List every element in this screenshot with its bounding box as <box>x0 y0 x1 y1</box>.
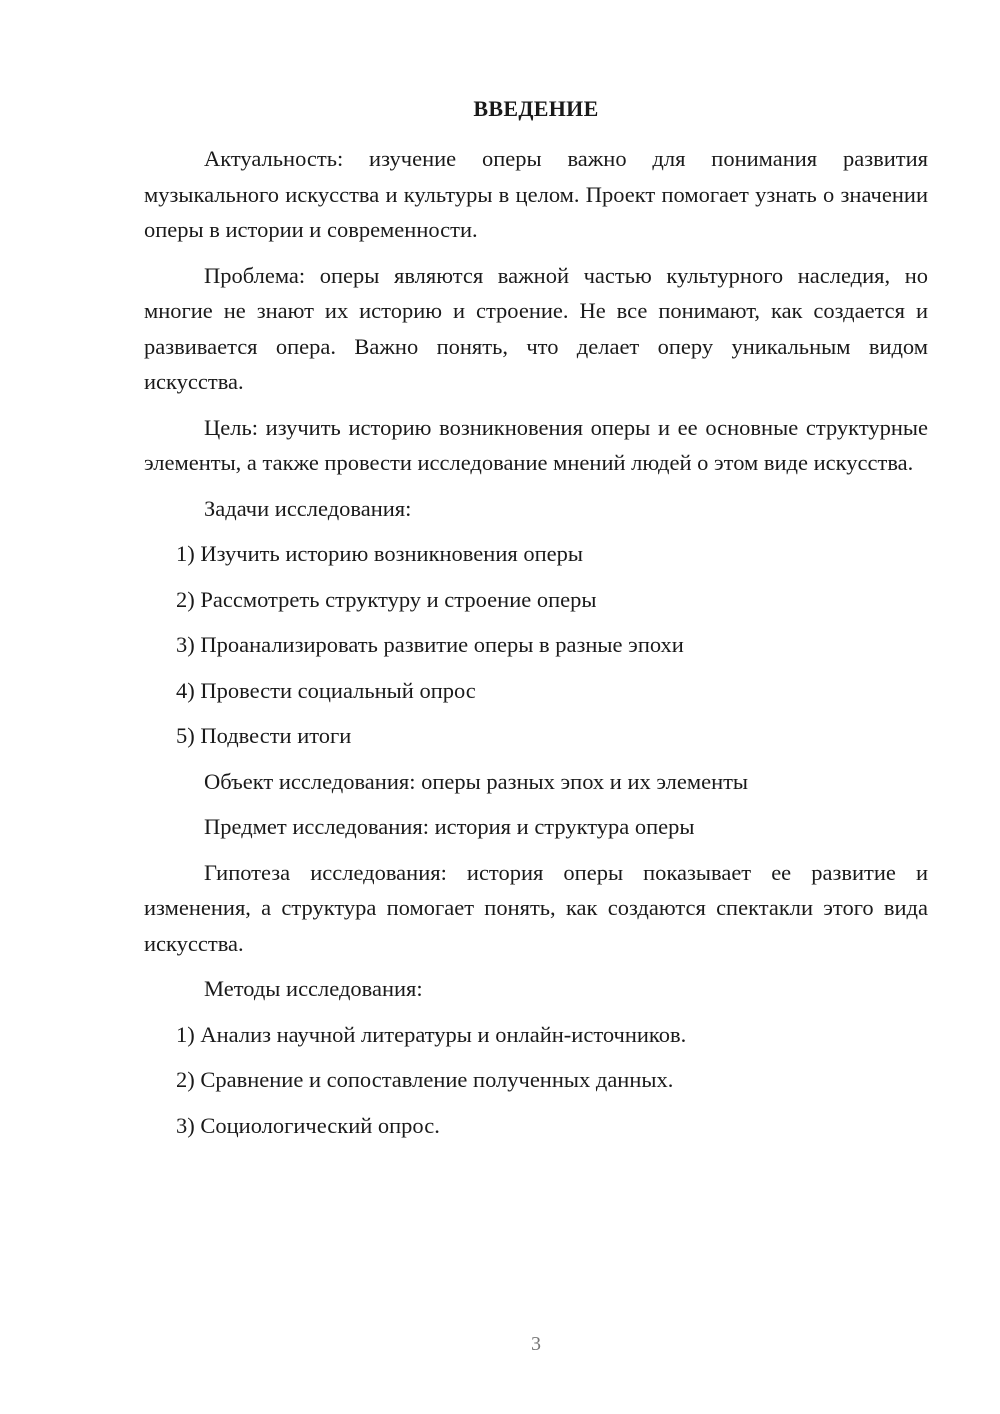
page-body <box>144 141 928 1153</box>
task-item-5: 5) Подвести итоги <box>176 723 352 748</box>
page-number: 3 <box>531 1333 541 1355</box>
tasks-heading: Задачи исследования: <box>204 495 412 521</box>
method-item-1: 1) Анализ научной литературы и онлайн-источников. <box>176 1021 687 1047</box>
methods-heading: Методы исследования: <box>204 976 423 1001</box>
task-item-1: 1) Изучить историю возникновения оперы <box>176 541 583 566</box>
task-item-2: 2) Рассмотреть структуру и строение оперы <box>176 586 597 612</box>
page-title: ВВЕДЕНИЕ <box>473 96 599 121</box>
method-item-3: 3) Социологический опрос. <box>176 1112 440 1138</box>
task-item-4: 4) Провести социальный опрос <box>176 677 476 703</box>
task-item-3: 3) Проанализировать развитие оперы в разные эпохи <box>176 632 684 657</box>
research-object: Объект исследования: оперы разных эпох и их элементы <box>204 768 749 794</box>
research-subject: Предмет исследования: история и структура оперы <box>204 814 695 839</box>
method-item-2: 2) Сравнение и сопоставление полученных данных. <box>176 1067 674 1092</box>
relevance-paragraph: Актуальность: изучение оперы важно для понимания развития музыкального искусства и культуры в целом. Проект помогает узнать о значении оперы в истории и современности. <box>144 146 928 242</box>
problem-paragraph: Проблема: оперы являются важной частью культурного наследия, но многие не знают их историю и строение. Не все понимают, как создается и развивается опера. Важно понять, что делает оперу уникальным видом искусства. <box>144 262 928 394</box>
hypothesis-paragraph: Гипотеза исследования: история оперы показывает ее развитие и изменения, а структура помогает понять, как создаются спектакли этого вида искусства. <box>144 859 928 956</box>
goal-paragraph: Цель: изучить историю возникновения оперы и ее основные структурные элементы, а также провести исследование мнений людей о этом виде искусства. <box>144 414 928 475</box>
